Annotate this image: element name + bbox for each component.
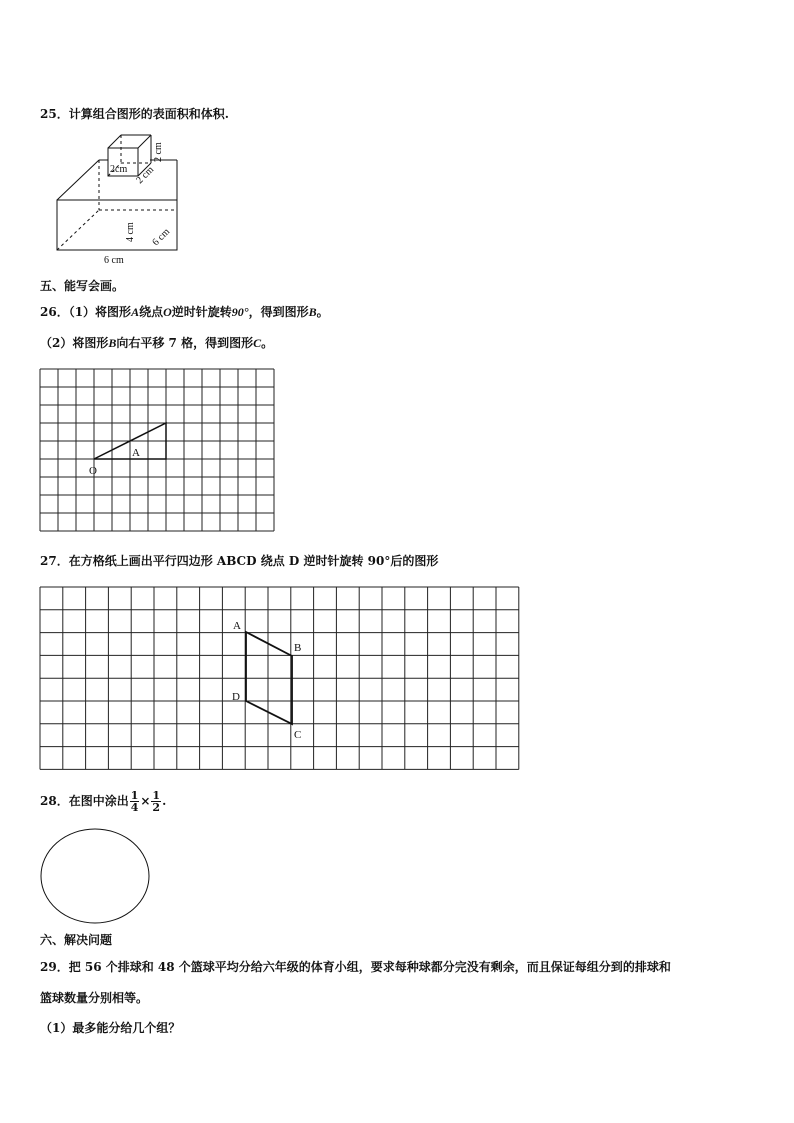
- label-base-height: 4 cm: [125, 222, 136, 242]
- q26-line1: 26．（1）将图形A绕点O逆时针旋转90°，得到图形B。: [40, 305, 329, 319]
- point-o-label: O: [89, 465, 97, 477]
- label-base-width: 6 cm: [104, 255, 124, 266]
- vertex-d-label: D: [232, 691, 240, 703]
- q28-title: 28．在图中涂出 $\frac{1}{4}$ × $\frac{1}{2}$ .: [40, 789, 167, 814]
- fraction-one-half: $\frac{1}{2}$: [152, 789, 161, 814]
- fraction-one-quarter: $\frac{1}{4}$: [130, 789, 139, 814]
- section5-title: 五、能写会画。: [40, 279, 125, 293]
- label-top-height: 2 cm: [153, 142, 164, 162]
- q26-line2: （2）将图形B向右平移 7 格，得到图形C。: [40, 336, 274, 350]
- label-base-depth: 6 cm: [150, 226, 173, 249]
- q25-title: 25．计算组合图形的表面积和体积.: [40, 107, 229, 121]
- vertex-a-label: A: [233, 620, 241, 632]
- q29-line1: 29．把 56 个排球和 48 个篮球平均分给六年级的体育小组，要求每种球都分完没有剩余，而且保证每组分到的排球和: [40, 960, 671, 974]
- label-top-width: 2cm: [110, 164, 128, 175]
- vertex-b-label: B: [294, 642, 302, 654]
- label-top-depth: 2 cm: [134, 164, 157, 187]
- q29-line2: 篮球数量分别相等。: [40, 991, 149, 1005]
- vertex-c-label: C: [294, 729, 302, 741]
- q29-sub1: （1）最多能分给几个组？: [40, 1021, 181, 1035]
- circle-to-shade: [41, 829, 149, 923]
- triangle-a-label: A: [132, 447, 140, 459]
- q27-title: 27．在方格纸上画出平行四边形 ABCD 绕点 D 逆时针旋转 90°后的图形: [40, 554, 439, 568]
- section6-title: 六、解决问题: [40, 933, 113, 947]
